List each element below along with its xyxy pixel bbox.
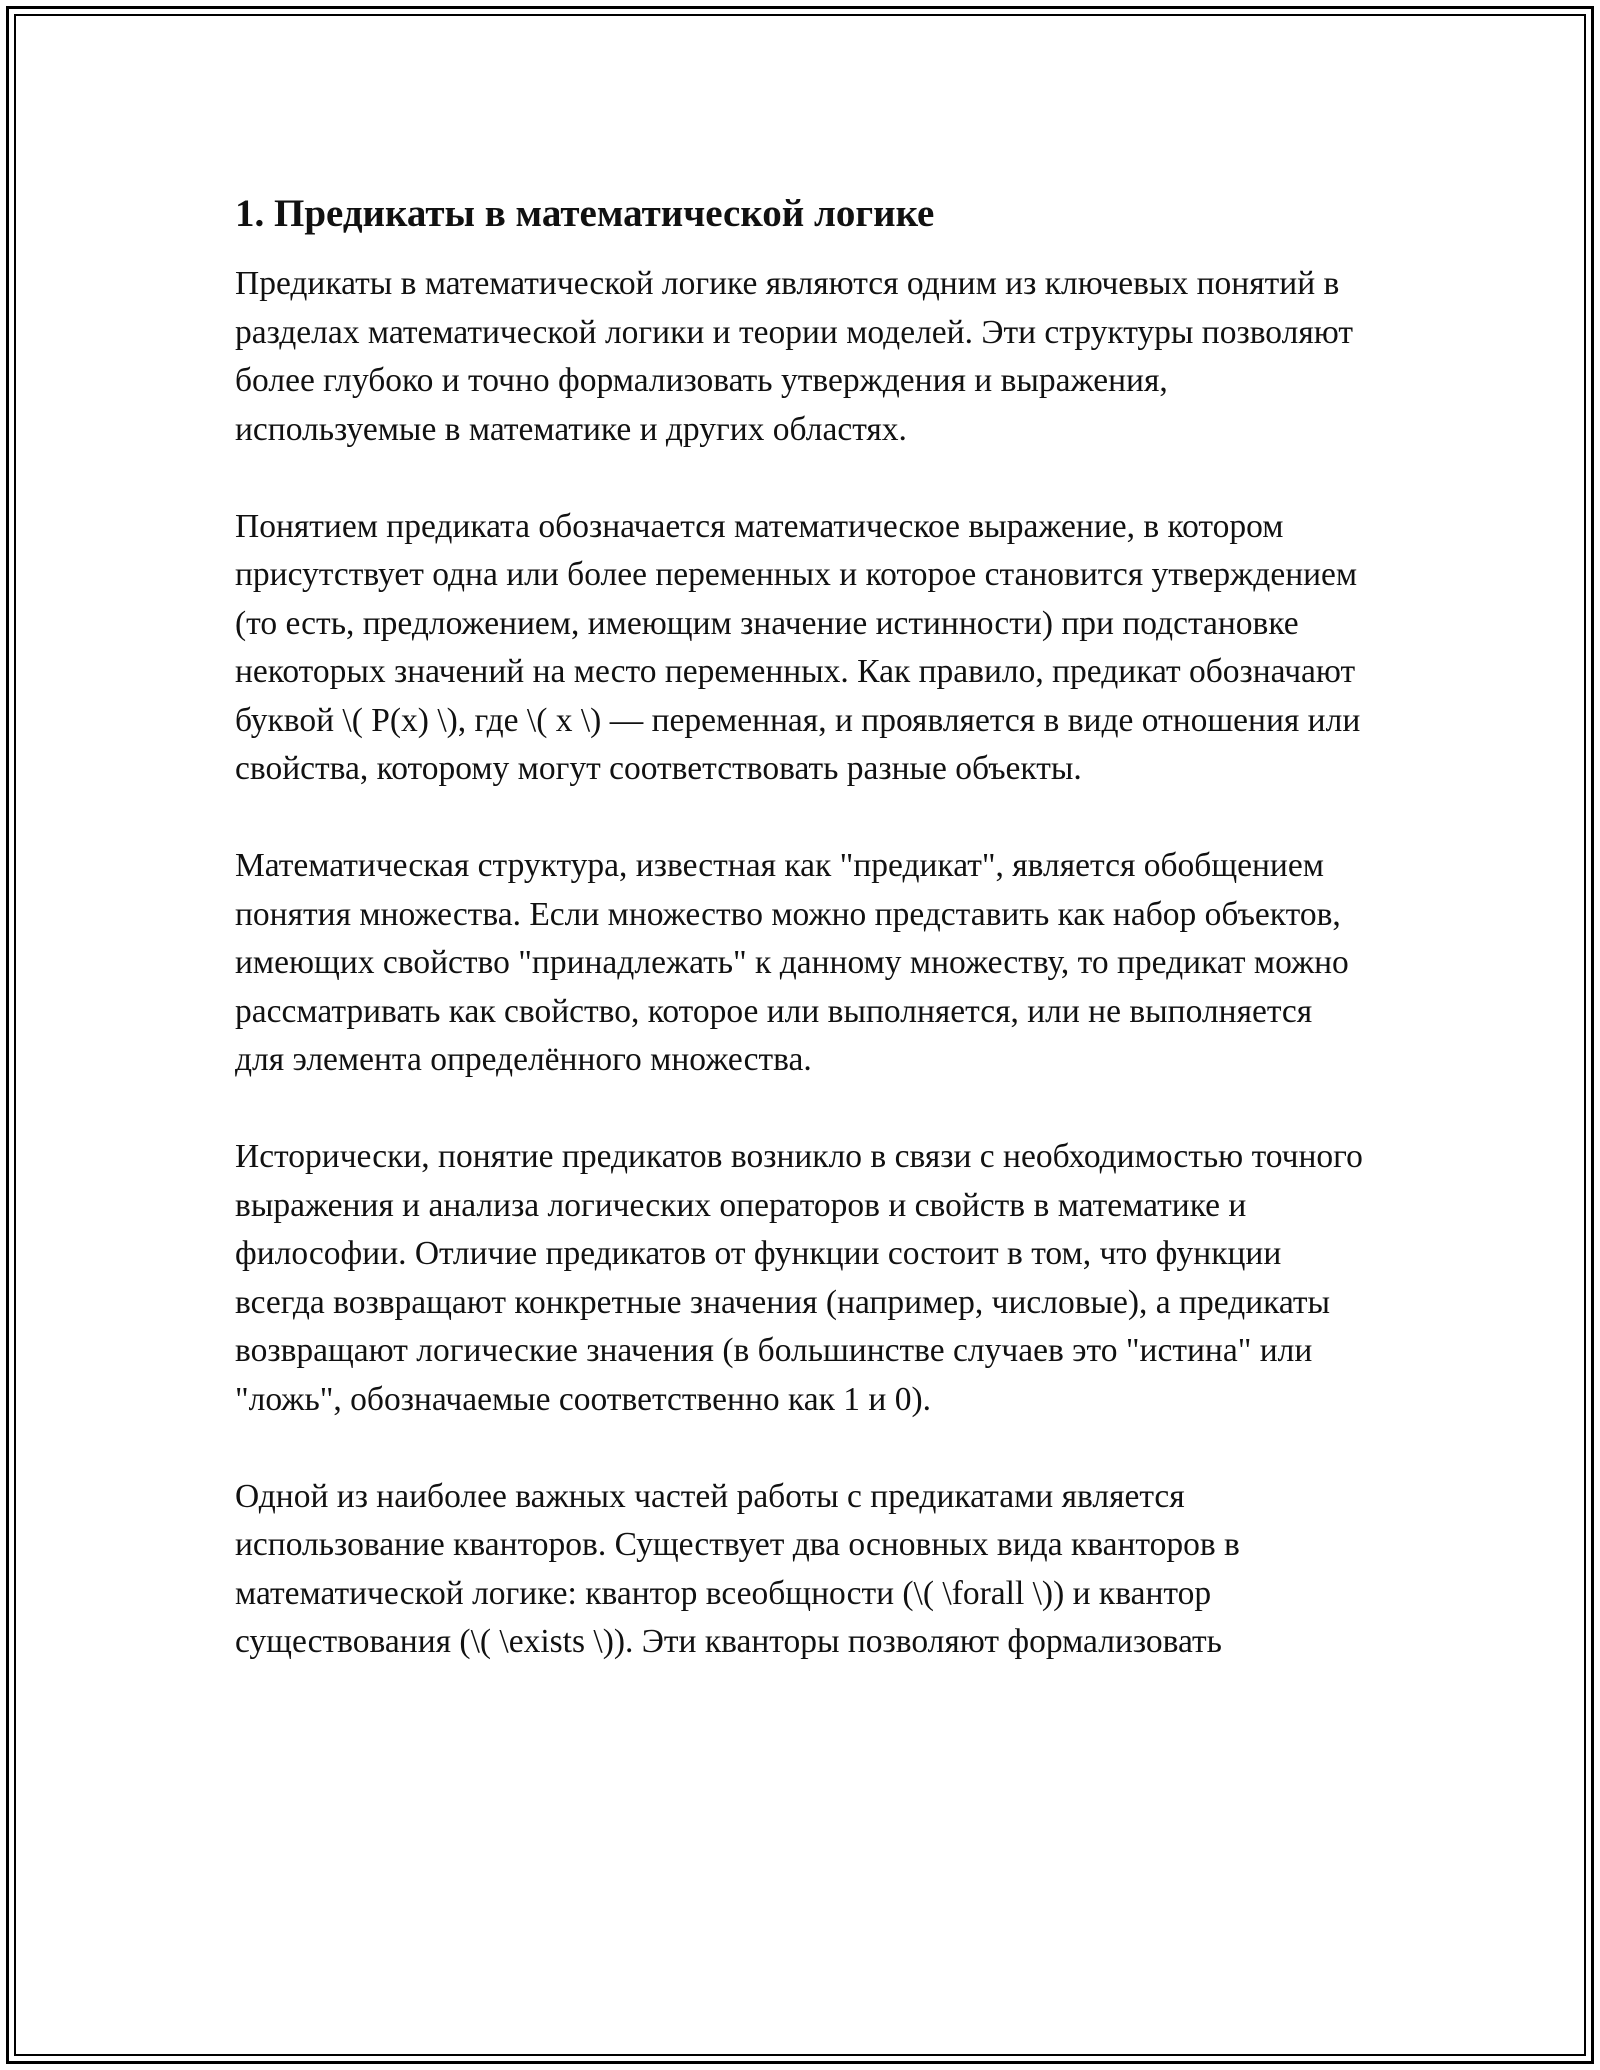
section-heading: 1. Предикаты в математической логике — [235, 192, 935, 235]
paragraph-quantifiers: Одной из наиболее важных частей работы с предикатами является использование кванторов. Существует два основных вида кванторов в математической логике: квантор всеобщности (\( \forall \)) и квантор существования (\( \exists \)). Эти кванторы позволяют формализовать — [235, 1477, 1240, 1660]
paragraph-intro: Предикаты в математической логике являются одним из ключевых понятий в разделах математической логики и теории моделей. Эти структуры позволяют более глубоко и точно формализовать утверждения и выражения, используемые в математике и других областях. — [235, 265, 1353, 448]
paragraph-definition: Понятием предиката обозначается математическое выражение, в котором присутствует одна или более переменных и которое становится утверждением (то есть, предложением, имеющим значение истинности) при подстановке некоторых значений на место переменных. Как правило, предикат обозначают буквой \( P(x) \), где \( x \) — переменная, и проявляется в виде отношения или свойства, которому могут соответствовать разные объекты. — [235, 507, 1361, 787]
paragraph-history: Исторически, понятие предикатов возникло в связи с необходимостью точного выражения и анализа логических операторов и свойств в математике и философии. Отличие предикатов от функции состоит в том, что функции всегда возвращают конкретные значения (например, числовые), а предикаты возвращают логические значения (в большинстве случаев это "истина" или "ложь", обозначаемые соответственно как 1 и 0). — [235, 1138, 1363, 1418]
paragraph-structure: Математическая структура, известная как "предикат", является обобщением понятия множества. Если множество можно представить как набор объектов, имеющих свойство "принадлежать" к данному множеству, то предикат можно рассматривать как свойство, которое или выполняется, или не выполняется для элемента определённого множества. — [235, 847, 1349, 1078]
document-body — [235, 188, 1365, 1715]
